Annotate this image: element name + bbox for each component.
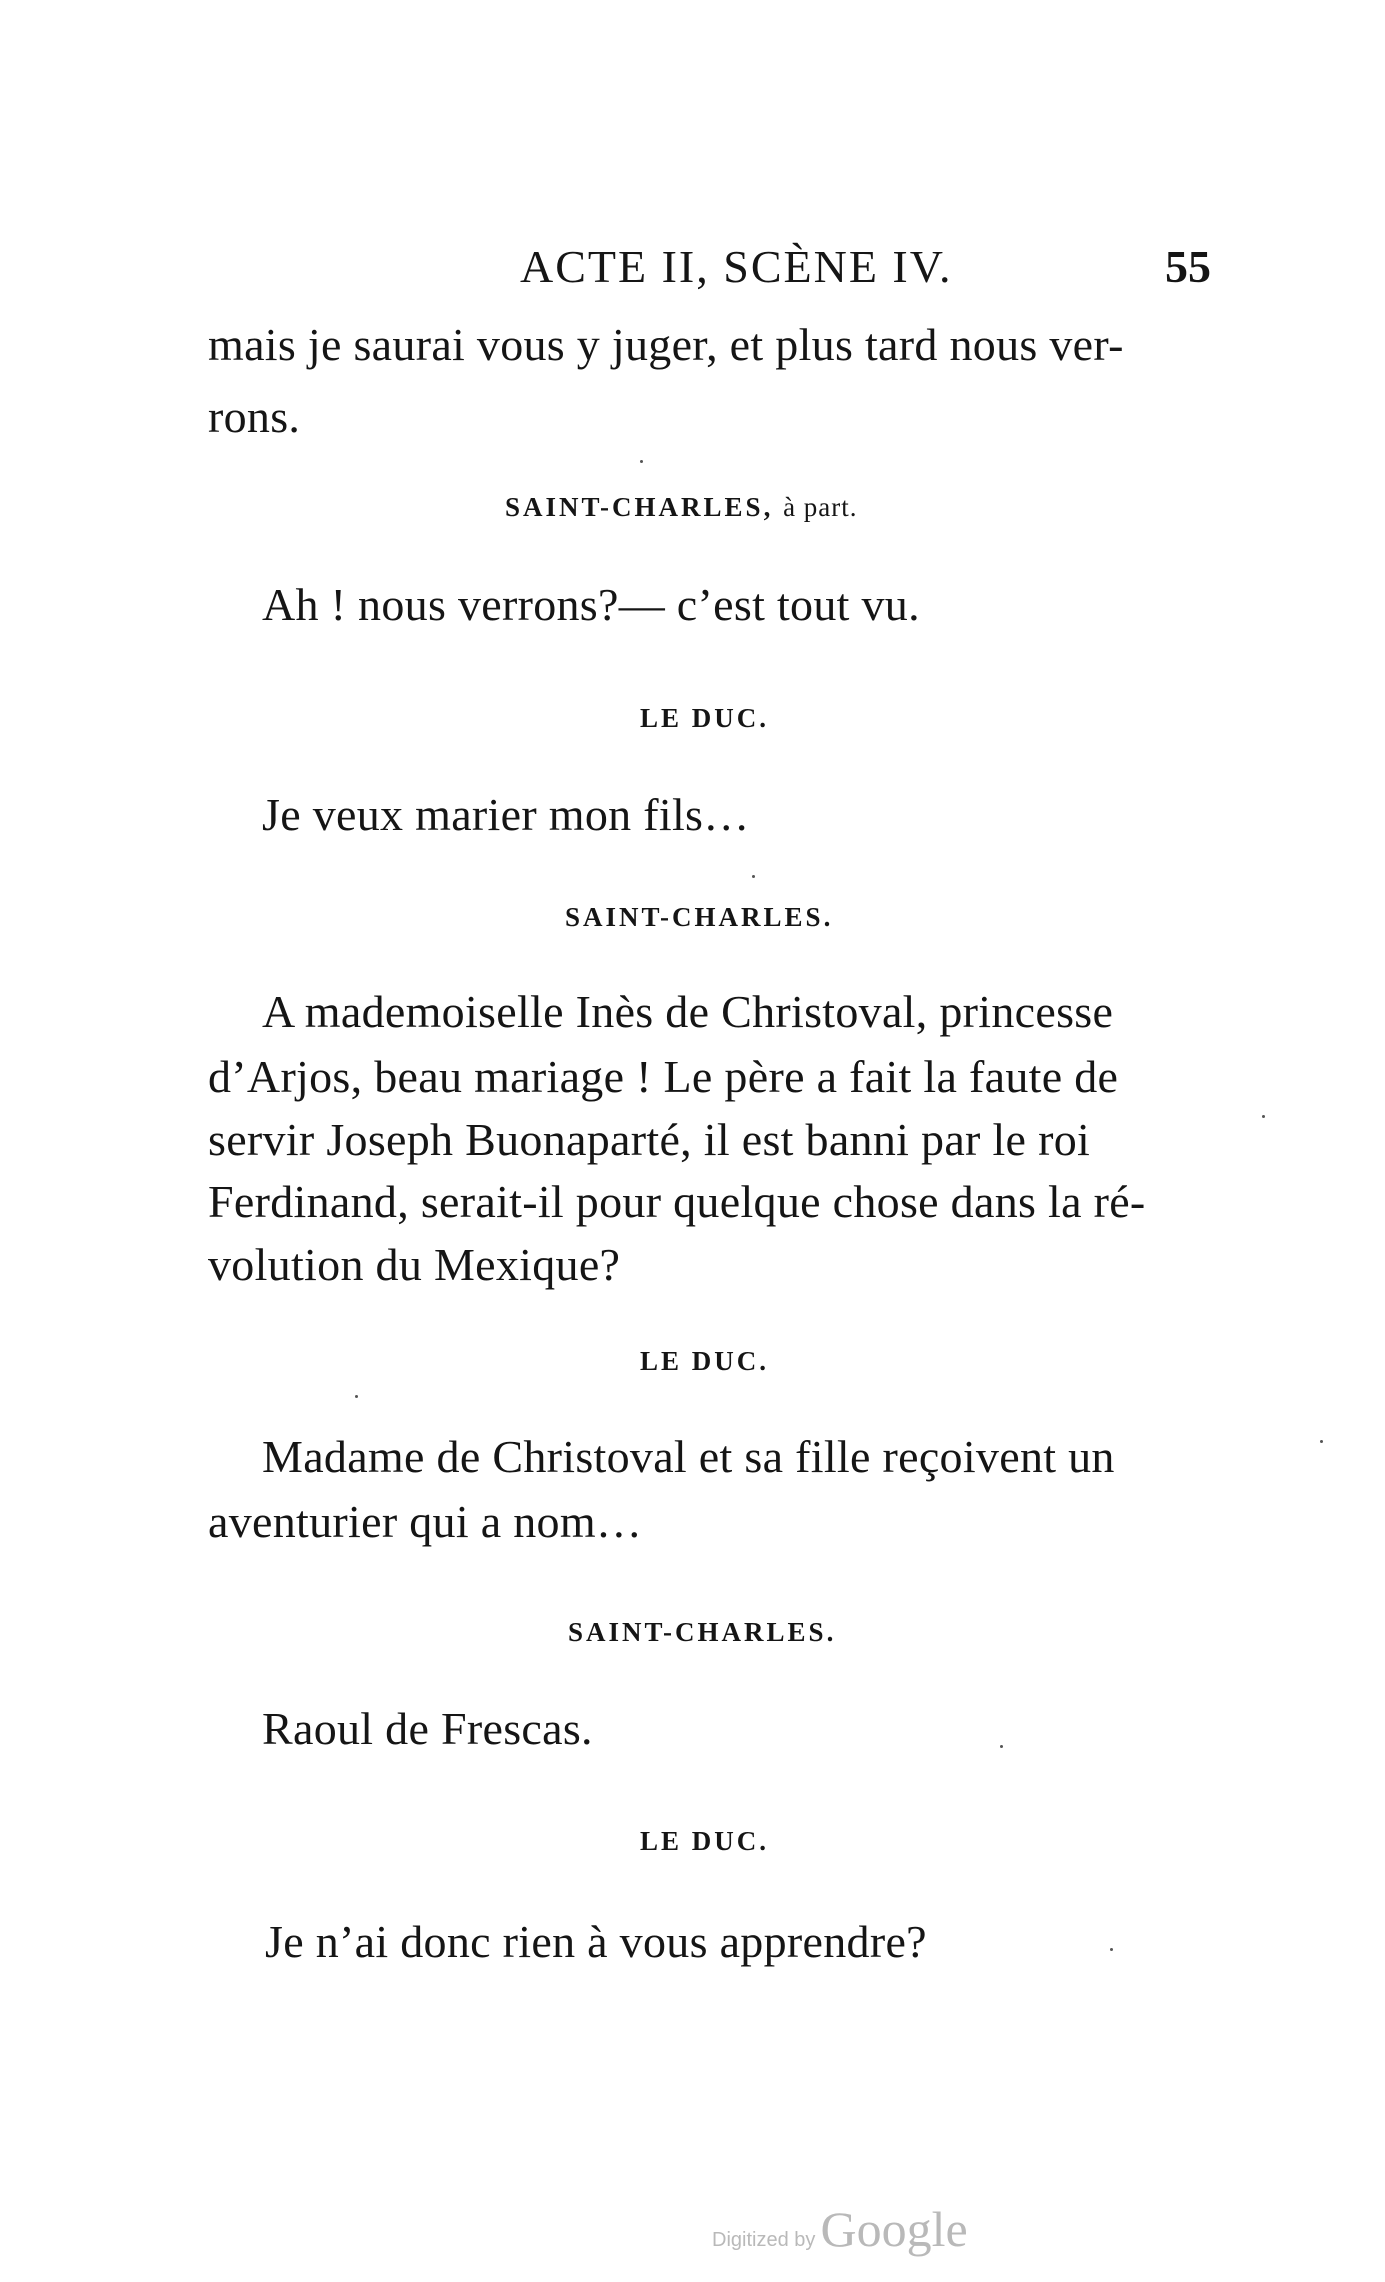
scan-speck (355, 1395, 358, 1398)
text-line: Madame de Christoval et sa fille reçoivent un (262, 1431, 1115, 1482)
speaker-label: LE DUC. (640, 1826, 770, 1856)
speaker-label: LE DUC. (640, 703, 770, 733)
text-line: Je n’ai donc rien à vous apprendre? (265, 1916, 927, 1967)
speaker-label: LE DUC. (640, 1346, 770, 1376)
text-line: d’Arjos, beau mariage ! Le père a fait la faute de (208, 1051, 1119, 1102)
speaker-label: SAINT-CHARLES. (568, 1617, 837, 1647)
text-line: volution du Mexique? (208, 1239, 621, 1290)
page-number: 55 (1165, 241, 1211, 292)
text-line: mais je saurai vous y juger, et plus tard nous ver- (208, 319, 1124, 370)
scan-speck (1320, 1440, 1323, 1443)
google-logo: Google (820, 2201, 968, 2257)
stage-direction: à part. (783, 492, 858, 522)
speaker-label (505, 492, 858, 523)
scan-speck (1110, 1948, 1113, 1951)
text-line: servir Joseph Buonaparté, il est banni par le roi (208, 1114, 1091, 1165)
text-line: A mademoiselle Inès de Christoval, princesse (262, 986, 1114, 1037)
scan-speck (640, 460, 643, 463)
text-line: Raoul de Frescas. (262, 1703, 593, 1754)
scan-speck (1262, 1115, 1265, 1118)
scan-speck (752, 875, 755, 878)
digitized-by-google-watermark (712, 2200, 968, 2258)
text-line: Je veux marier mon fils… (262, 789, 750, 840)
text-line: Ferdinand, serait-il pour quelque chose dans la ré- (208, 1176, 1146, 1227)
speaker-label: SAINT-CHARLES. (565, 902, 834, 932)
text-line: aventurier qui a nom… (208, 1496, 643, 1547)
text-line: Ah ! nous verrons?— c’est tout vu. (262, 579, 920, 630)
running-head: ACTE II, SCÈNE IV. (520, 241, 953, 292)
text-line: rons. (208, 391, 301, 442)
scan-speck (1000, 1745, 1003, 1748)
speaker-name: SAINT-CHARLES, (505, 492, 774, 522)
watermark-prefix: Digitized by (712, 2229, 816, 2251)
